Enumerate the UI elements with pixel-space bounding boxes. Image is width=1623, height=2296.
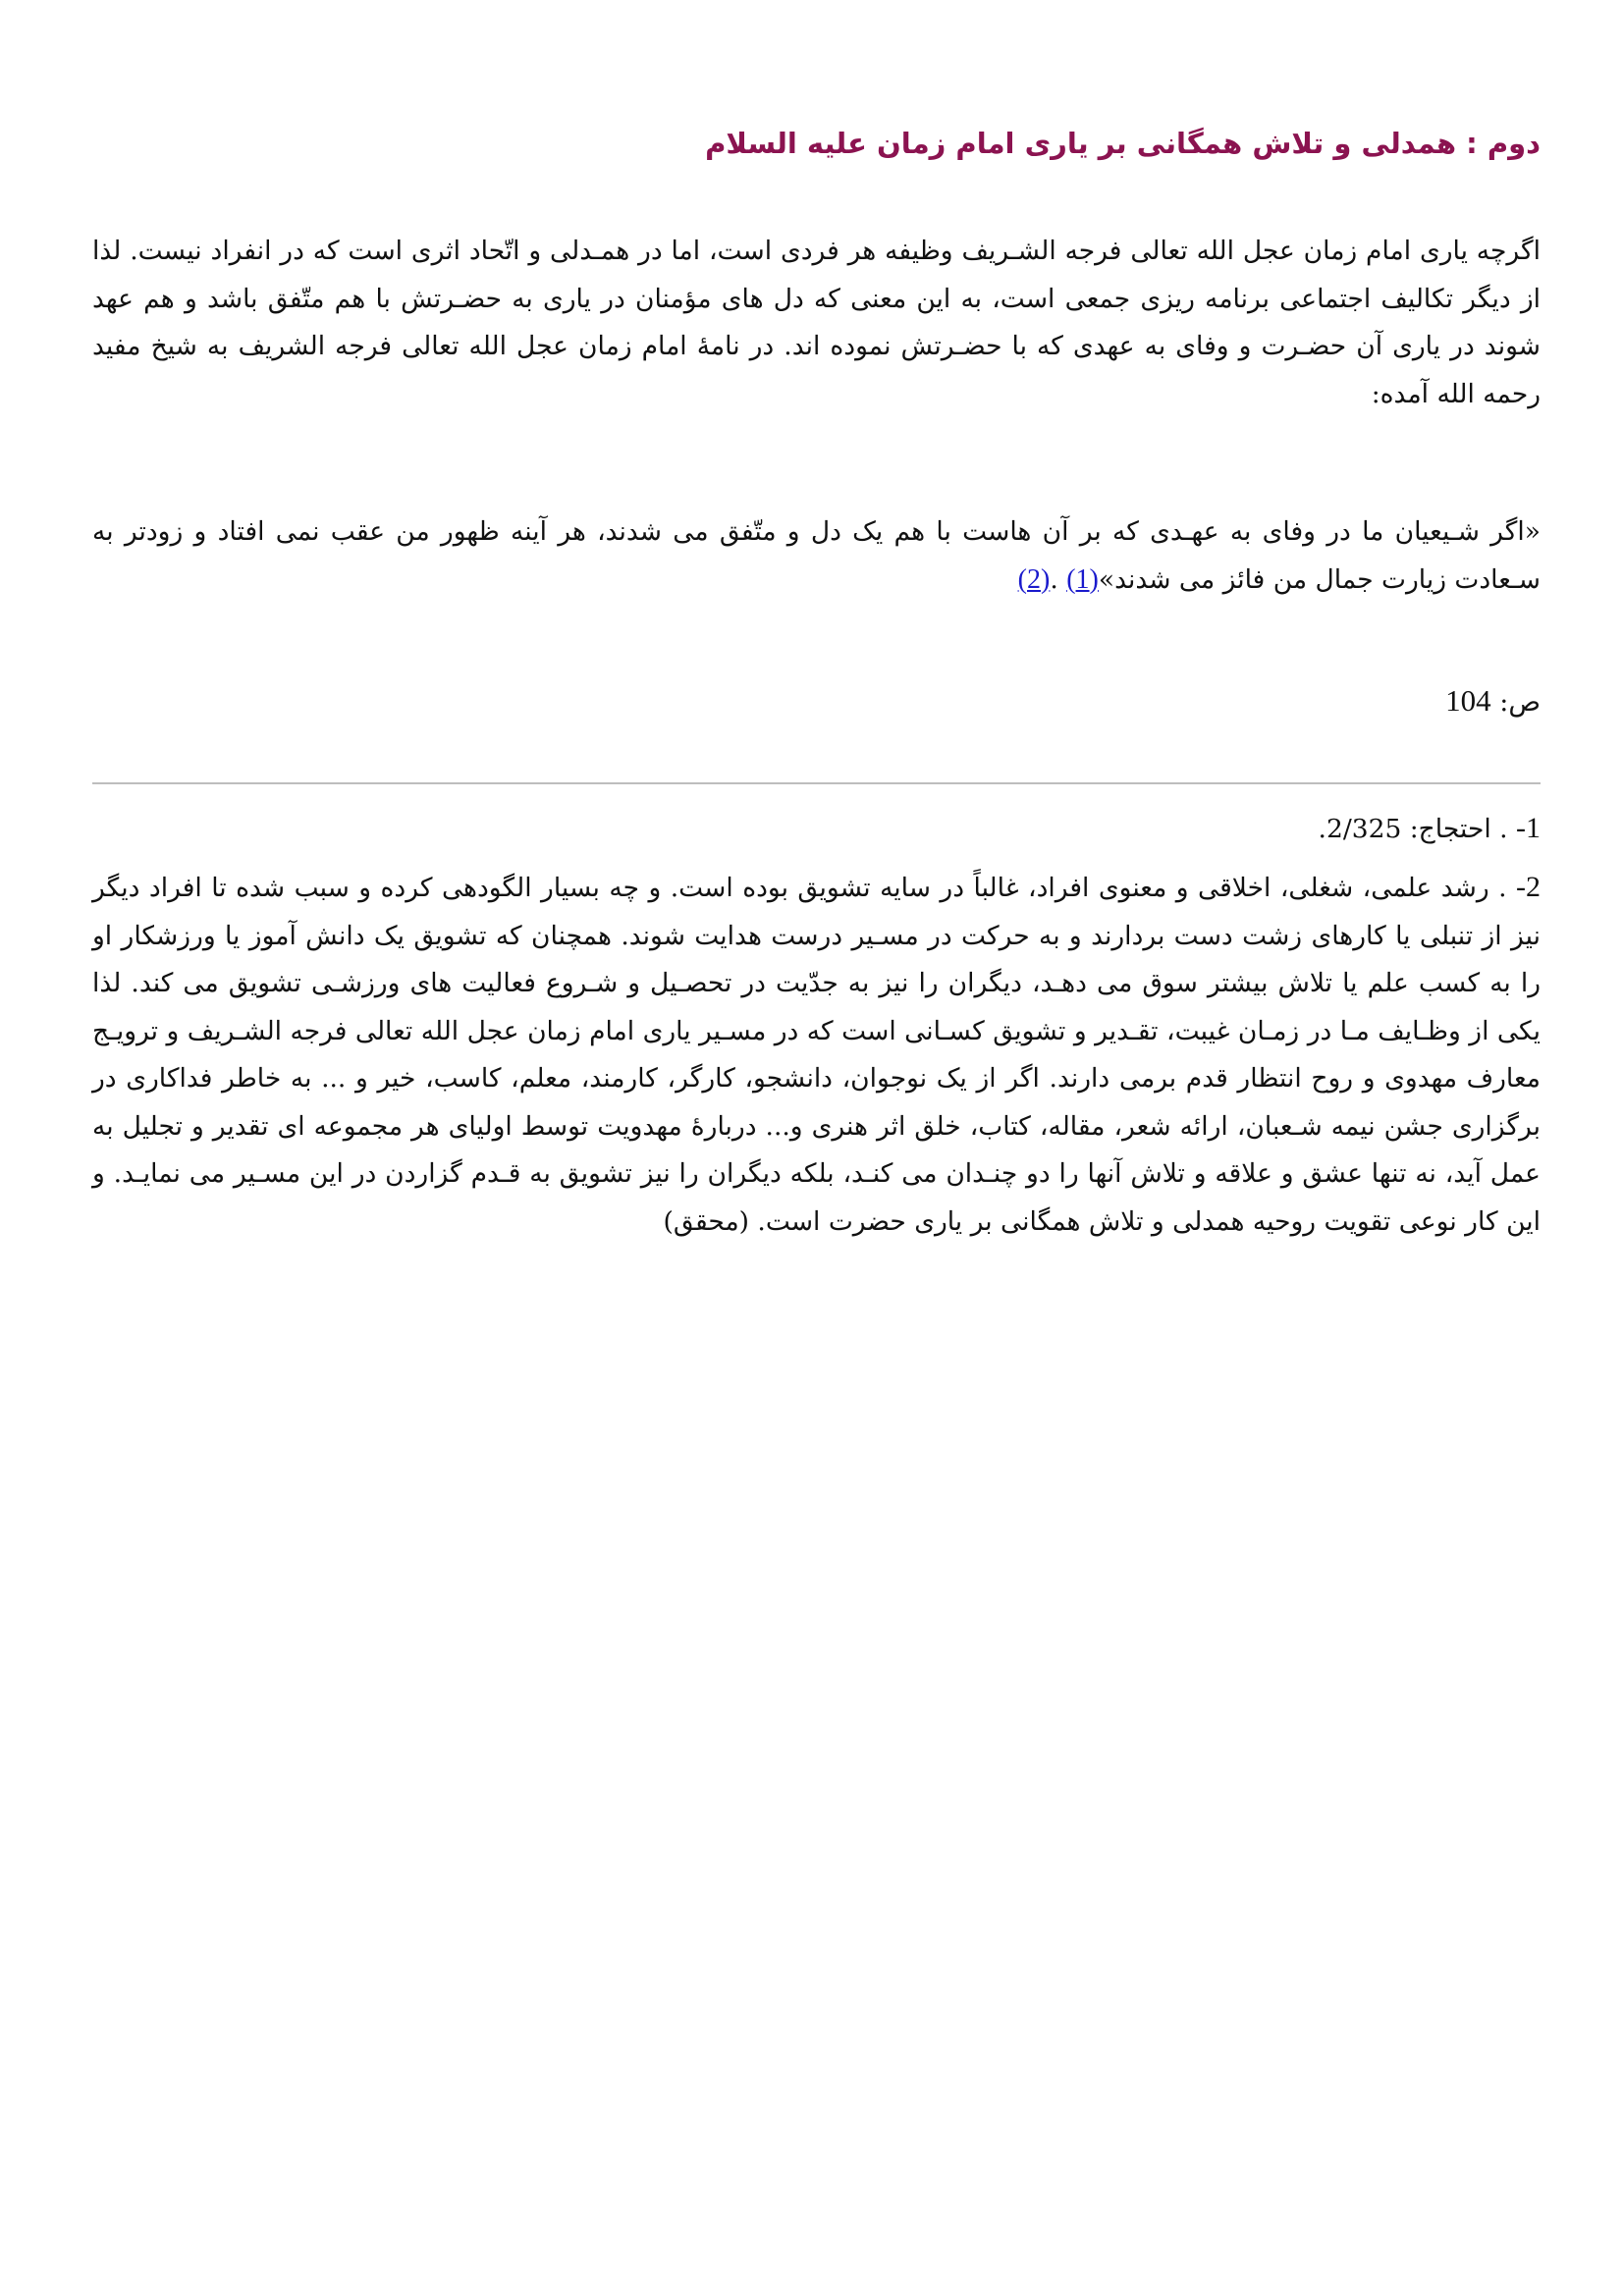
- quote-text: «اگر شـیعیان ما در وفای به عهـدی که بر آن هاست با هم یک دل و متّفق می شدند، هر آینه ظهور من عقب نمی افتاد و زودتر به سـعادت زیارت جمال من فائز می شدند»: [92, 516, 1541, 595]
- footnote-divider: [92, 782, 1541, 784]
- page-number: [1445, 677, 1541, 726]
- ref-separator: .: [1050, 563, 1058, 595]
- footnote-2-number: 2-: [1516, 871, 1541, 903]
- section-heading: دوم : همدلی و تلاش همگانی بر یاری امام زمان علیه السلام: [705, 127, 1541, 160]
- footnote-2-text: . رشد علمی، شغلی، اخلاقی و معنوی افراد، غالباً در سایه تشویق بوده است. و چه بسیار الگودهی کرده و سبب شده تا افراد دیگر نیز از تنبلی یا کارهای زشت دست بردارند و به حرکت در مسـیر درست هدایت شوند. همچنان که تشویق یک دانش آموز یا ورزشکار او را به کسب علم یا تلاش بیشتر سوق می دهـد، دیگران را نیز به جدّیت در تحصـیل و شـروع فعالیت های ورزشـی تشویق می کند. لذا یکی از وظـایف مـا در زمـان غیبت، تقـدیر و تشویق کسـانی است که در مسـیر یاری امام زمان عجل الله تعالی فرجه الشـریف و ترویـج معارف مهدوی و روح انتظار قدم برمی دارند. اگر از یک نوجوان، دانشجو، کارگر، کارمند، معلم، کاسب، خیر و ... به خاطر فداکاری در برگزاری جشن نیمه شـعبان، ارائه شعر، مقاله، کتاب، خلق اثر هنری و... دربارهٔ مهدویت توسط اولیای هر مجموعه ای تقدیر و تجلیل به عمل آید، نه تنها عشق و علاقه و تلاش آنها را دو چنـدان می کنـد، بلکه دیگران را نیز تشویق به قـدم گزاردن در این مسـیر می نمایـد. و این کار نوعی تقویت روحیه همدلی و تلاش همگانی بر یاری حضرت است. (محقق): [92, 873, 1541, 1237]
- footnote-1-text: . احتجاج: 2/325.: [1318, 814, 1508, 844]
- footnote-2: [92, 864, 1541, 1246]
- footnote-1-number: 1-: [1516, 812, 1541, 844]
- footnote-1: [1319, 805, 1541, 853]
- page-number-label: ص:: [1499, 687, 1541, 718]
- page-number-value: 104: [1445, 683, 1491, 718]
- body-paragraph: اگرچه یاری امام زمان عجل الله تعالی فرجه الشـریف وظیفه هر فردی است، اما در همـدلی و اتّحاد اثری است که در انفراد نیست. لذا از دیگر تکالیف اجتماعی برنامه ریزی جمعی است، به این معنی که دل های مؤمنان در یاری به حضـرتش با هم متّفق باشد و هم عهد شوند در یاری آن حضـرت و وفای به عهدی که با حضـرتش نموده اند. در نامهٔ امام زمان عجل الله تعالی فرجه الشریف به شیخ مفید رحمه الله آمده:: [92, 236, 1541, 409]
- footnote-link-2[interactable]: (2): [1017, 563, 1051, 595]
- quote-paragraph: [92, 508, 1541, 604]
- footnote-link-1[interactable]: (1): [1066, 563, 1099, 595]
- document-page: [92, 0, 1541, 2296]
